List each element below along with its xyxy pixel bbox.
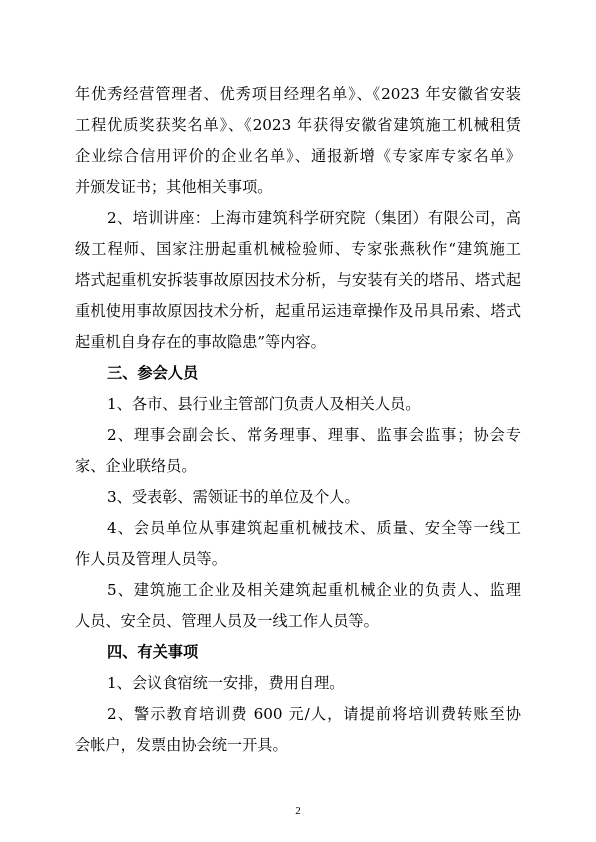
paragraph-line: 级工程师、国家注册起重机械检验师、专家张燕秋作“建筑施工 (75, 240, 521, 258)
list-item-line: 会帐户，发票由协会统一开具。 (75, 736, 288, 754)
list-item (75, 699, 521, 761)
list-item-line: 3、受表彰、需领证书的单位及个人。 (107, 488, 360, 506)
paragraph-line: 塔式起重机安拆装事故原因技术分析，与安装有关的塔吊、塔式起 (75, 271, 521, 289)
list-item-line: 5、建筑施工企业及相关建筑起重机械企业的负责人、监理 (107, 581, 521, 599)
paragraph-line: 重机使用事故原因技术分析，起重吊运违章操作及吊具吊索、塔式 (75, 302, 521, 320)
list-item (75, 513, 521, 575)
list-item-line: 4、会员单位从事建筑起重机械技术、质量、安全等一线工 (107, 519, 521, 537)
paragraph-line: 年优秀经营管理者、优秀项目经理名单》、《2023 年安徽省安装 (75, 85, 521, 103)
paragraph-line: 企业综合信用评价的企业名单》、通报新增《专家库专家名单》 (75, 147, 521, 165)
list-item-line: 作人员及管理人员等。 (75, 550, 227, 568)
paragraph-line: 起重机自身存在的事故隐患”等内容。 (75, 333, 326, 351)
body-text (75, 79, 521, 761)
list-item (75, 668, 521, 699)
list-item-line: 2、警示教育培训费 600 元/人，请提前将培训费转账至协 (107, 705, 521, 723)
list-item-line: 人员、安全员、管理人员及一线工作人员等。 (75, 612, 379, 630)
paragraph-line: 2、培训讲座：上海市建筑科学研究院（集团）有限公司，高 (107, 209, 521, 227)
section-heading: 四、有关事项 (107, 643, 199, 661)
paragraph-line: 并颁发证书；其他相关事项。 (75, 178, 273, 196)
page-number: 2 (295, 805, 301, 817)
list-item-line: 家、企业联络员。 (75, 457, 197, 475)
paragraph-line: 工程优质奖获奖名单》、《2023 年获得安徽省建筑施工机械租赁 (75, 116, 521, 134)
list-item-line: 1、各市、县行业主管部门负责人及相关人员。 (107, 395, 421, 413)
list-item (75, 482, 521, 513)
section-heading: 三、参会人员 (107, 364, 199, 382)
list-item (75, 575, 521, 637)
list-item (75, 420, 521, 482)
list-item (75, 389, 521, 420)
paragraph (75, 79, 521, 203)
list-item-line: 1、会议食宿统一安排，费用自理。 (107, 674, 345, 692)
list-item-line: 2、理事会副会长、常务理事、理事、监事会监事；协会专 (107, 426, 521, 444)
paragraph (75, 203, 521, 358)
